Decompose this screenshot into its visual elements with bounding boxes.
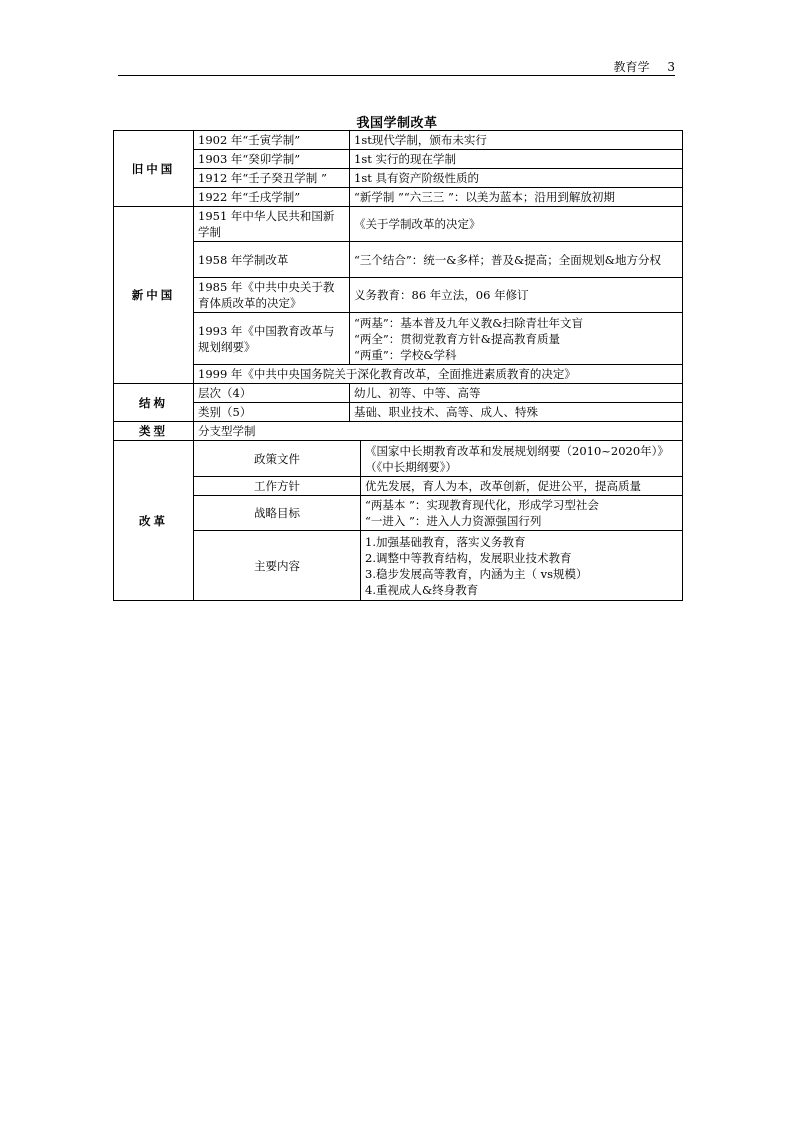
reform-name: 政策文件 xyxy=(194,441,361,477)
structure-name: 类别（5） xyxy=(194,403,350,422)
table-row xyxy=(114,242,683,278)
reform-name: 战略目标 xyxy=(194,496,361,531)
reform-name: 主要内容 xyxy=(194,531,361,601)
desc-line: “两基”：基本普及九年义教&扫除青壮年文盲 xyxy=(354,315,583,330)
table-row xyxy=(114,131,683,150)
new-china-year: 1985 年《中共中央关于教育体质改革的决定》 xyxy=(194,278,350,313)
old-china-year: 1922 年“壬戌学制” xyxy=(194,188,350,207)
table-row xyxy=(114,313,683,365)
old-china-desc: “新学制 ”“六三三 ”：以美为蓝本；沿用到解放初期 xyxy=(350,188,683,207)
content-line: “一进入 ”：进入人力资源强国行列 xyxy=(365,514,542,528)
old-china-year: 1912 年“壬子癸丑学制 ” xyxy=(194,169,350,188)
new-china-1999: 1999 年《中共中央国务院关于深化教育改革，全面推进素质教育的决定》 xyxy=(194,365,683,384)
table-row xyxy=(114,169,683,188)
reform-content xyxy=(361,496,683,531)
new-china-year: 1951 年中华人民共和国新学制 xyxy=(194,207,350,242)
reform-name: 工作方针 xyxy=(194,477,361,496)
new-china-desc xyxy=(350,313,683,365)
section-label-type: 类型 xyxy=(114,422,194,441)
old-china-year: 1903 年“癸卯学制” xyxy=(194,150,350,169)
header-page-number: 3 xyxy=(667,60,675,74)
table-row xyxy=(114,207,683,242)
document-title: 我国学制改革 xyxy=(356,116,438,131)
section-label-old-china: 旧中国 xyxy=(114,131,194,207)
old-china-desc: 1st 实行的现在学制 xyxy=(350,150,683,169)
page-header xyxy=(118,55,675,76)
content-line: 2.调整中等教育结构，发展职业技术教育 xyxy=(365,550,572,565)
old-china-year: 1902 年“壬寅学制” xyxy=(194,131,350,150)
table-row xyxy=(114,150,683,169)
table-row xyxy=(114,531,683,601)
new-china-desc: “三个结合”：统一&多样；普及&提高；全面规划&地方分权 xyxy=(350,242,683,278)
content-line: 1.加强基础教育，落实义务教育 xyxy=(365,534,526,549)
section-label-reform: 改革 xyxy=(114,441,194,601)
new-china-desc: 义务教育：86 年立法，06 年修订 xyxy=(350,278,683,313)
content-line: 3.稳步发展高等教育，内涵为主（ vs规模） xyxy=(365,566,588,581)
table-row xyxy=(114,188,683,207)
table-row xyxy=(114,441,683,477)
table-row xyxy=(114,278,683,313)
reform-content: 优先发展，育人为本，改革创新，促进公平，提高质量 xyxy=(361,477,683,496)
table-row xyxy=(114,477,683,496)
desc-line: “两重”：学校&学科 xyxy=(354,347,457,362)
content-line: 4.重视成人&终身教育 xyxy=(365,582,479,597)
new-china-year: 1958 年学制改革 xyxy=(194,242,350,278)
new-china-desc: 《关于学制改革的决定》 xyxy=(350,207,683,242)
structure-value: 基础、职业技术、高等、成人、特殊 xyxy=(350,403,683,422)
old-china-desc: 1st现代学制，颁布未实行 xyxy=(350,131,683,150)
table-row xyxy=(114,384,683,403)
section-label-new-china: 新中国 xyxy=(114,207,194,384)
school-system-reform-table xyxy=(113,130,683,601)
section-label-structure: 结构 xyxy=(114,384,194,422)
structure-value: 幼儿、初等、中等、高等 xyxy=(350,384,683,403)
content-line: “两基本 ”：实现教育现代化，形成学习型社会 xyxy=(365,498,599,512)
type-value: 分支型学制 xyxy=(194,422,683,441)
table-row xyxy=(114,422,683,441)
new-china-year: 1993 年《中国教育改革与规划纲要》 xyxy=(194,313,350,365)
table-row xyxy=(114,365,683,384)
desc-line: “两全”：贯彻党教育方针&提高教育质量 xyxy=(354,331,560,346)
header-subject: 教育学 xyxy=(613,60,650,74)
table-row xyxy=(114,403,683,422)
table-row xyxy=(114,496,683,531)
structure-name: 层次（4） xyxy=(194,384,350,403)
old-china-desc: 1st 具有资产阶级性质的 xyxy=(350,169,683,188)
reform-content: 《国家中长期教育改革和发展规划纲要（2010~2020年）》（《中长期纲要》） xyxy=(361,441,683,477)
reform-content xyxy=(361,531,683,601)
